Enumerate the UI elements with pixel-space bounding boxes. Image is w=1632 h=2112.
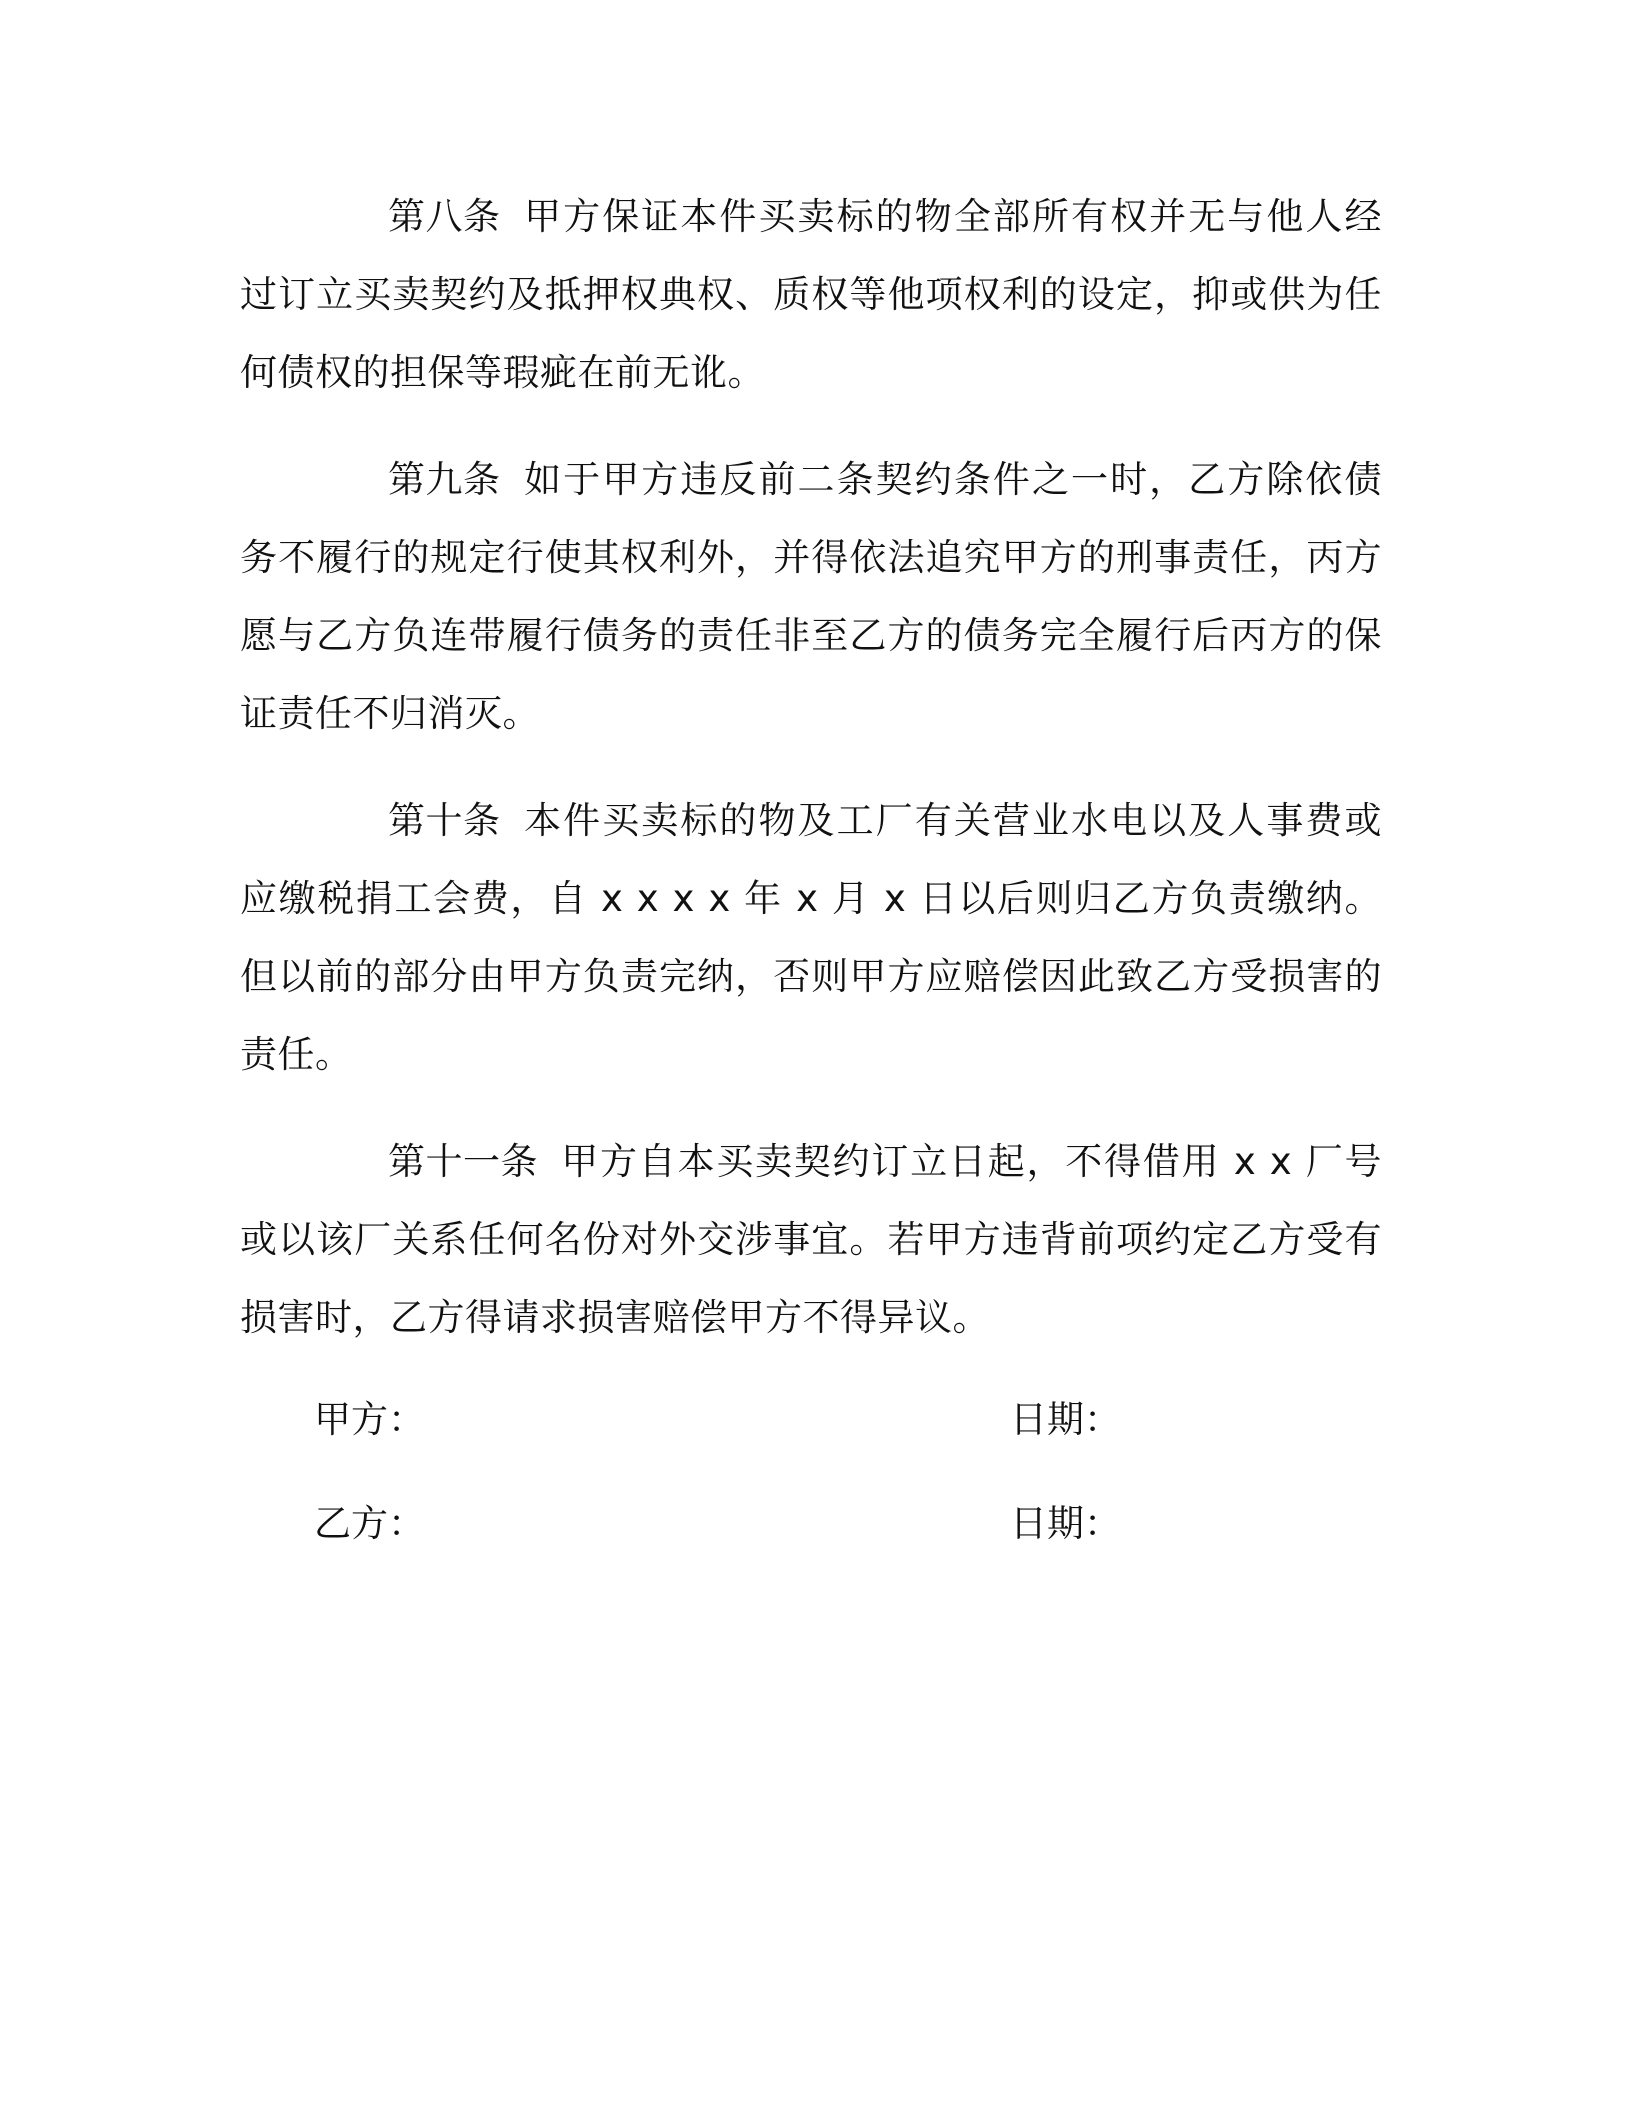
article-text: 甲方保证本件买卖标的物全部所有权并无与他人经过订立买卖契约及抵押权典权、质权等他项权利的设定，抑或供为任何债权的担保等瑕疵在前无讹。 [240, 195, 1382, 394]
article-number: 第十一条 [388, 1140, 538, 1183]
article-number: 第八条 [388, 195, 501, 238]
article-text: 甲方自本买卖契约订立日起，不得借用 x x 厂号或以该厂关系任何名份对外交涉事宜。若甲方违背前项约定乙方受有损害时，乙方得请求损害赔偿甲方不得异议。 [240, 1140, 1382, 1339]
signature-row-party-a [314, 1390, 1354, 1494]
contract-body [240, 178, 1382, 1386]
party-a-label: 甲方： [314, 1398, 425, 1441]
article-text: 本件买卖标的物及工厂有关营业水电以及人事费或应缴税捐工会费，自 x x x x 年 x 月 x 日以后则归乙方负责缴纳。但以前的部分由甲方负责完纳，否则甲方应赔偿因此致乙方受损害的责任。 [240, 799, 1382, 1076]
signature-block [314, 1390, 1354, 1598]
party-b-date-label: 日期： [1010, 1502, 1121, 1545]
article-number: 第九条 [388, 458, 501, 501]
party-b-label: 乙方： [314, 1502, 425, 1545]
signature-row-party-b [314, 1494, 1354, 1598]
article-11 [240, 1123, 1382, 1357]
article-number: 第十条 [388, 799, 501, 842]
party-a-date-label: 日期： [1010, 1398, 1121, 1441]
article-10 [240, 782, 1382, 1094]
article-text: 如于甲方违反前二条契约条件之一时，乙方除依债务不履行的规定行使其权利外，并得依法追究甲方的刑事责任，丙方愿与乙方负连带履行债务的责任非至乙方的债务完全履行后丙方的保证责任不归消灭。 [240, 458, 1382, 735]
article-8 [240, 178, 1382, 412]
article-9 [240, 441, 1382, 753]
